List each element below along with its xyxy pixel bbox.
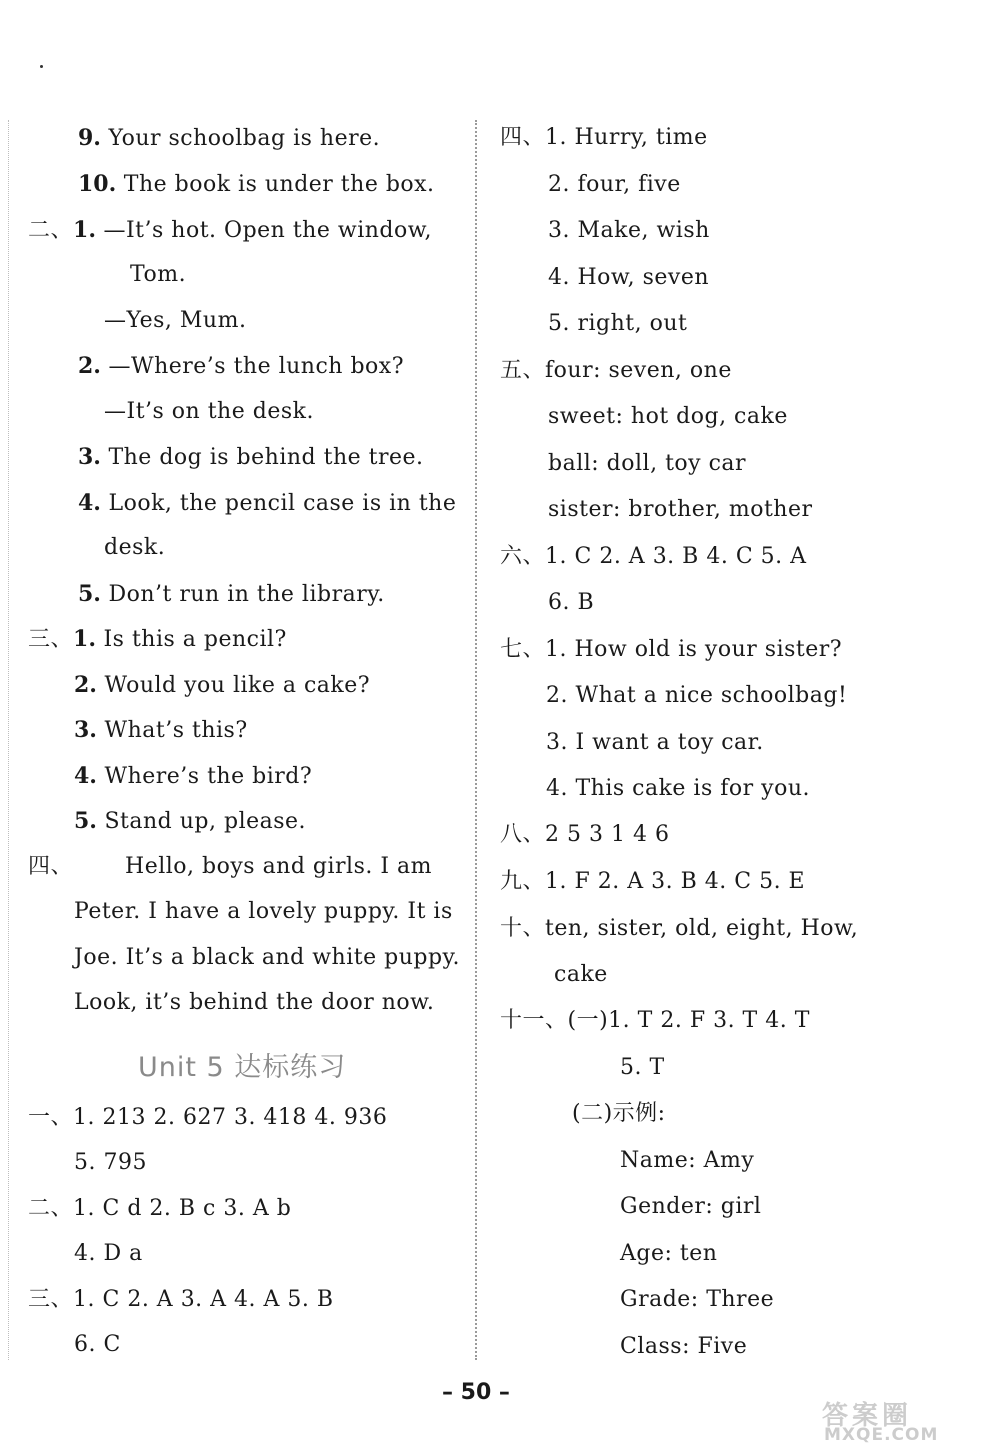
scan-speck [40, 65, 43, 68]
answer-line: 八、2 5 3 1 4 6 [500, 822, 670, 847]
answer-line: sweet: hot dog, cake [548, 404, 788, 429]
answer-line: Grade: Three [620, 1287, 775, 1312]
answer-line: 2. What a nice schoolbag! [546, 683, 848, 708]
answer-line: 一、1. 213 2. 627 3. 418 4. 936 [28, 1105, 388, 1130]
watermark-bottom-text: MXQE.COM [824, 1425, 939, 1445]
answer-line: Look, it’s behind the door now. [74, 990, 435, 1015]
answer-line: 4. How, seven [548, 265, 710, 290]
answer-line: 4. Where’s the bird? [74, 763, 313, 789]
answer-line: 4. D a [74, 1241, 143, 1266]
answer-line: 九、1. F 2. A 3. B 4. C 5. E [500, 869, 806, 894]
answer-line: Class: Five [620, 1334, 748, 1359]
answer-line: 5. Don’t run in the library. [78, 581, 385, 607]
section-marker: 六、 [500, 544, 546, 569]
answer-line: 4. Look, the pencil case is in the [78, 490, 457, 516]
answer-line: 9. Your schoolbag is here. [78, 125, 381, 151]
section-marker: 二、 [28, 1196, 74, 1221]
answer-line: 3. I want a toy car. [546, 730, 764, 755]
column-divider [475, 120, 477, 1360]
answer-line: cake [554, 962, 608, 987]
watermark-top-text: 答案圈 [822, 1401, 913, 1431]
section-marker: 三、 [28, 627, 74, 652]
answer-line: Peter. I have a lovely puppy. It is [74, 899, 453, 924]
section-marker: 三、 [28, 1287, 74, 1312]
section-marker: 十一、 [500, 1008, 568, 1033]
answer-line: Name: Amy [620, 1148, 755, 1173]
answer-line: 10. The book is under the box. [78, 171, 435, 197]
section-marker: 十、 [500, 916, 546, 941]
answer-line: 七、1. How old is your sister? [500, 637, 843, 662]
answer-line: 3. What’s this? [74, 717, 248, 743]
section-marker: 九、 [500, 869, 546, 894]
answer-line: 六、1. C 2. A 3. B 4. C 5. A [500, 544, 807, 569]
answer-line: 五、four: seven, one [500, 358, 732, 383]
section-marker: 八、 [500, 822, 546, 847]
section-marker: 五、 [500, 358, 546, 383]
page-number: – 50 – [442, 1380, 510, 1405]
answer-line: 6. B [548, 590, 595, 615]
answer-line: —Yes, Mum. [104, 308, 247, 333]
section-marker: 一、 [28, 1105, 74, 1130]
watermark-logo [822, 1395, 992, 1447]
answer-line: Age: ten [620, 1241, 718, 1266]
answer-line: 5. T [620, 1055, 665, 1080]
section-marker: 四、 [500, 125, 546, 150]
answer-line: sister: brother, mother [548, 497, 813, 522]
section-title: Unit 5 达标练习 [138, 1052, 347, 1083]
answer-line: 2. four, five [548, 172, 681, 197]
answer-line: 5. right, out [548, 311, 688, 336]
page-edge-dotted-line [8, 120, 9, 1360]
answer-line: 2. —Where’s the lunch box? [78, 353, 404, 379]
answer-line: desk. [104, 535, 166, 560]
answer-line: 二、1. —It’s hot. Open the window, [28, 217, 432, 243]
section-marker: 四、 [28, 854, 74, 879]
answer-line: 二、1. C d 2. B c 3. A b [28, 1196, 292, 1221]
answer-line: 四、 Hello, boys and girls. I am [28, 854, 433, 879]
answer-line: 四、1. Hurry, time [500, 125, 708, 150]
answer-line: 2. Would you like a cake? [74, 672, 371, 698]
section-marker: 二、 [28, 218, 74, 243]
answer-line: 6. C [74, 1332, 121, 1357]
answer-line: 十、ten, sister, old, eight, How, [500, 916, 859, 941]
answer-line: 3. Make, wish [548, 218, 710, 243]
answer-line: 3. The dog is behind the tree. [78, 444, 424, 470]
answer-line: (二)示例: [572, 1101, 666, 1126]
answer-line: —It’s on the desk. [104, 399, 314, 424]
answer-line: 4. This cake is for you. [546, 776, 810, 801]
answer-line: 三、1. Is this a pencil? [28, 626, 287, 652]
answer-line: Gender: girl [620, 1194, 762, 1219]
answer-line: Tom. [130, 262, 187, 287]
answer-line: 5. Stand up, please. [74, 808, 307, 834]
answer-line: 三、1. C 2. A 3. A 4. A 5. B [28, 1287, 334, 1312]
answer-line: 十一、(一)1. T 2. F 3. T 4. T [500, 1008, 810, 1033]
answer-line: ball: doll, toy car [548, 451, 747, 476]
answer-line: Joe. It’s a black and white puppy. [74, 945, 461, 970]
answer-line: 5. 795 [74, 1150, 147, 1175]
section-marker: 七、 [500, 637, 546, 662]
